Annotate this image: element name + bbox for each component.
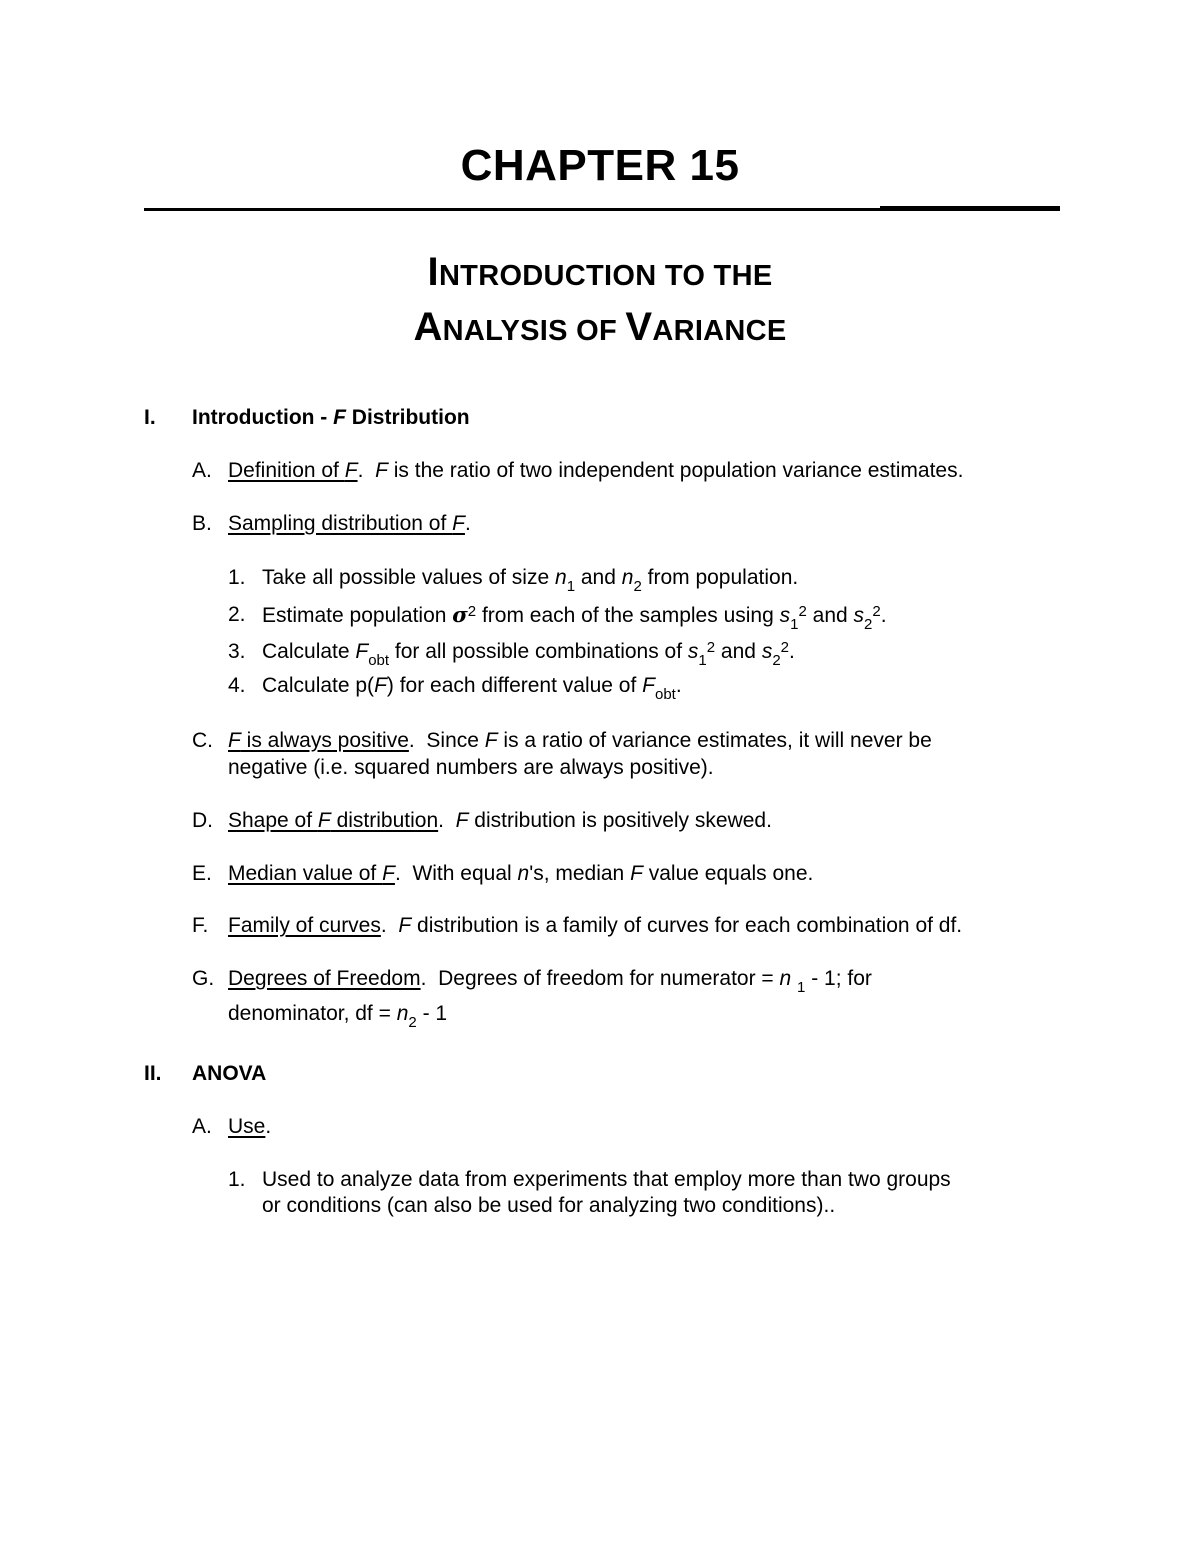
subitem-number: 3. bbox=[228, 640, 246, 663]
item-d-line: Shape of F distribution. F distribution is positively skewed. bbox=[228, 809, 772, 832]
subitem-b2: Estimate population $\sigma^2$ from each of the samples using $s_1^2$ and $s_2^2$. bbox=[262, 602, 887, 633]
subitem-2a1-line-1: Used to analyze data from experiments that employ more than two groups bbox=[262, 1168, 951, 1191]
item-letter: G. bbox=[192, 967, 215, 990]
subitem-2a1-line-2: or conditions (can also be used for analyzing two conditions).. bbox=[262, 1194, 836, 1217]
item-letter: F. bbox=[192, 914, 209, 937]
item-letter: A. bbox=[192, 459, 212, 482]
label-text: Use bbox=[228, 1115, 266, 1138]
subtitle-text: ARIANCE bbox=[652, 315, 787, 347]
item-letter: C. bbox=[192, 729, 213, 752]
subitem-number: 1. bbox=[228, 566, 246, 589]
heading-text: Introduction - bbox=[192, 406, 334, 429]
item-letter: D. bbox=[192, 809, 213, 832]
item-letter: A. bbox=[192, 1115, 212, 1138]
subtitle-cap: V bbox=[625, 305, 653, 349]
section-2-heading: ANOVA bbox=[192, 1062, 267, 1085]
item-a-text: F is the ratio of two independent population variance estimates. bbox=[375, 459, 964, 482]
subtitle-text: NTRODUCTION TO THE bbox=[438, 260, 773, 292]
item-b-label bbox=[228, 512, 465, 535]
item-2a-line: Use. bbox=[228, 1115, 272, 1138]
subitem-number: 1. bbox=[228, 1168, 246, 1191]
item-g-line-1: Degrees of Freedom. Degrees of freedom for numerator = n $_1$ - 1; for bbox=[228, 967, 872, 996]
subtitle-cap: I bbox=[427, 250, 439, 294]
item-g-line-2: denominator, df = $n_2 - 1$ bbox=[228, 1002, 448, 1031]
item-a-label bbox=[228, 459, 358, 482]
subitem-b3: Calculate $F_{obt}$ for all possible combinations of $s_1^2$ and $s_2^2$. bbox=[262, 639, 795, 669]
title-rule-accent bbox=[880, 206, 1060, 211]
item-2a-label bbox=[228, 1115, 265, 1138]
section-1-heading bbox=[192, 405, 470, 431]
heading-text: Distribution bbox=[345, 406, 470, 429]
section-2-numeral: II. bbox=[144, 1062, 162, 1085]
item-c-line-2: negative (i.e. squared numbers are always positive). bbox=[228, 756, 714, 779]
label-text: Definition of F bbox=[228, 459, 358, 482]
item-b-line: Sampling distribution of F. bbox=[228, 512, 471, 535]
subtitle-line-1 bbox=[0, 252, 1200, 296]
item-e-line: Median value of F. With equal n's, median F value equals one. bbox=[228, 862, 814, 885]
chapter-title: CHAPTER 15 bbox=[460, 141, 740, 190]
item-letter: E. bbox=[192, 862, 212, 885]
label-text: Sampling distribution of F bbox=[228, 512, 465, 535]
subtitle-cap: A bbox=[413, 305, 443, 349]
subitem-b4: Calculate p(F) for each different value of $F_{obt}$. bbox=[262, 674, 682, 703]
heading-italic: F bbox=[333, 406, 346, 429]
subtitle-text: NALYSIS OF bbox=[442, 315, 626, 347]
subtitle-line-2 bbox=[0, 307, 1200, 351]
item-a-line: Definition of F. F is the ratio of two independent population variance estimates. bbox=[228, 459, 964, 482]
item-c-line-1: F is always positive. Since F is a ratio of variance estimates, it will never be bbox=[228, 729, 932, 752]
item-f-line: Family of curves. F distribution is a family of curves for each combination of df. bbox=[228, 914, 963, 937]
subitem-number: 2. bbox=[228, 603, 246, 626]
subitem-number: 4. bbox=[228, 674, 246, 697]
section-1-numeral: I. bbox=[144, 406, 156, 429]
subitem-b1: Take all possible values of size $n_1$ and $n_2$ from population. bbox=[262, 566, 799, 595]
item-letter: B. bbox=[192, 512, 212, 535]
